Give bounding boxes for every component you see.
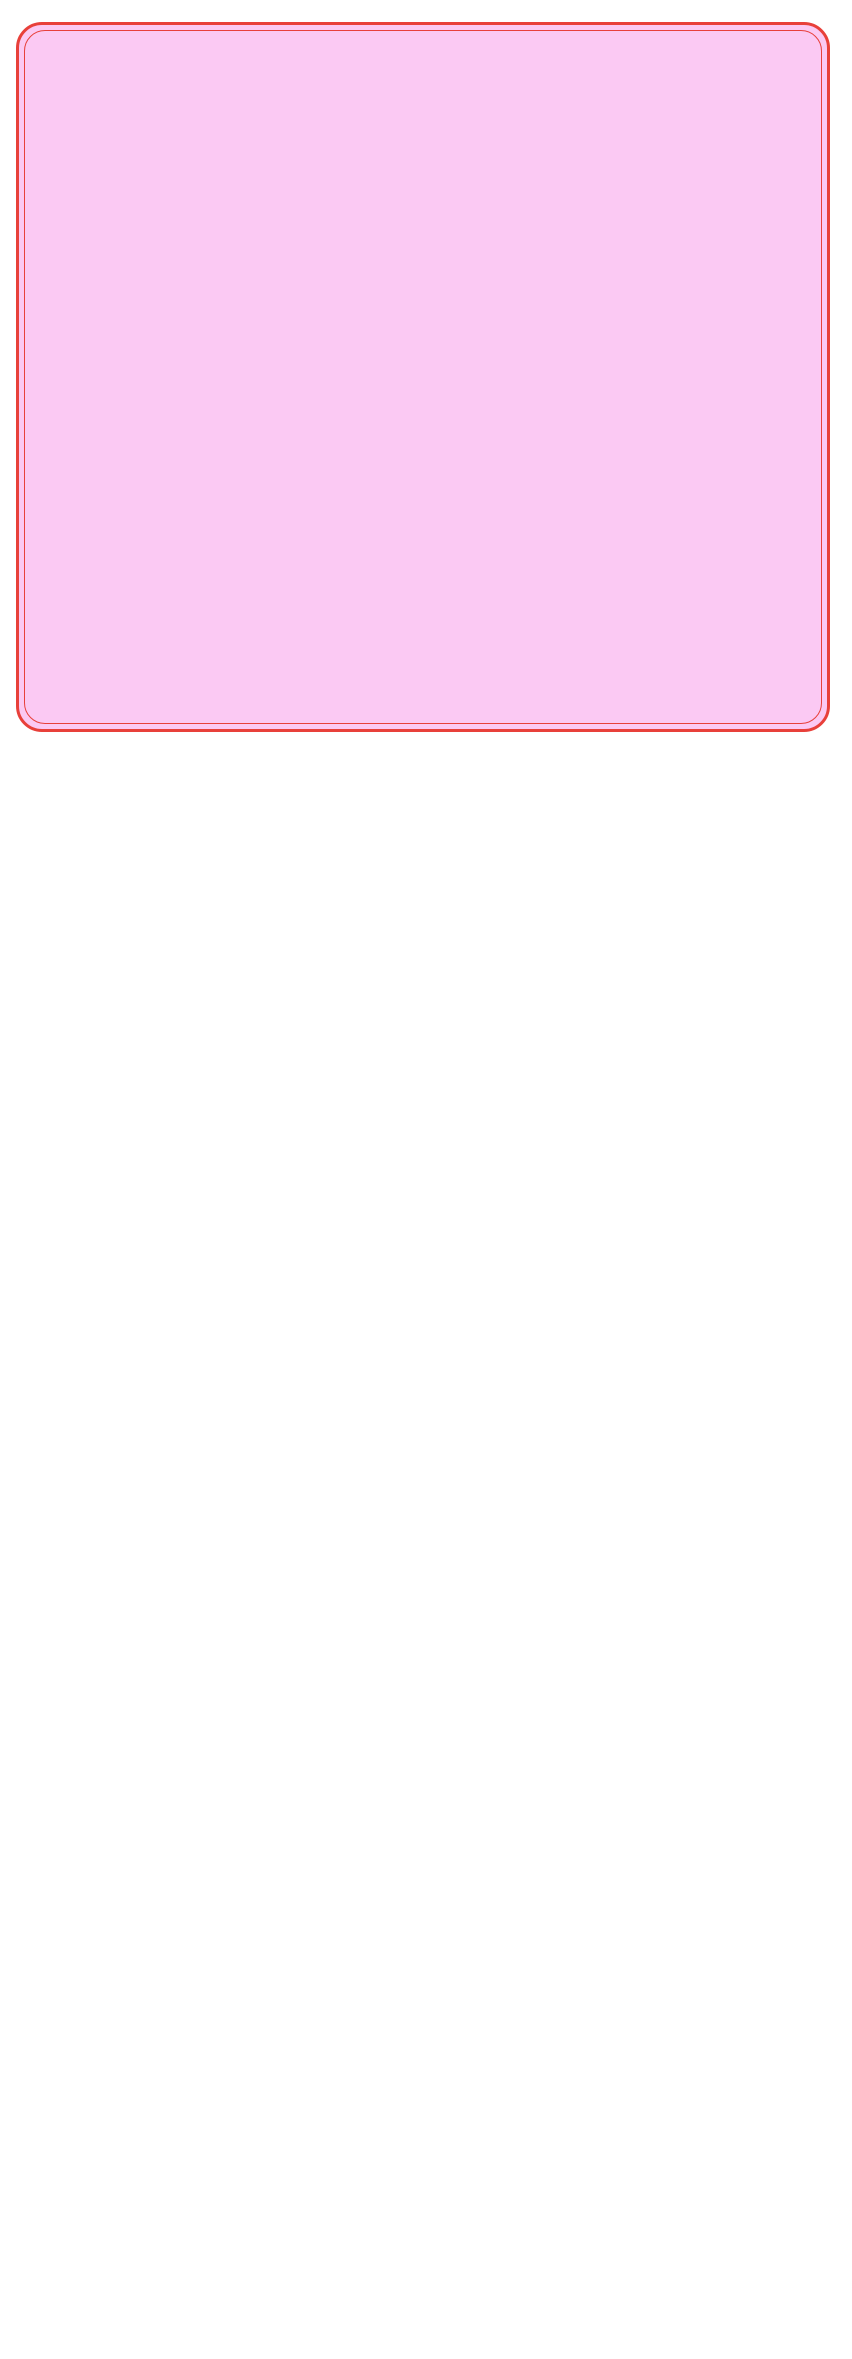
- header-box: [16, 22, 830, 732]
